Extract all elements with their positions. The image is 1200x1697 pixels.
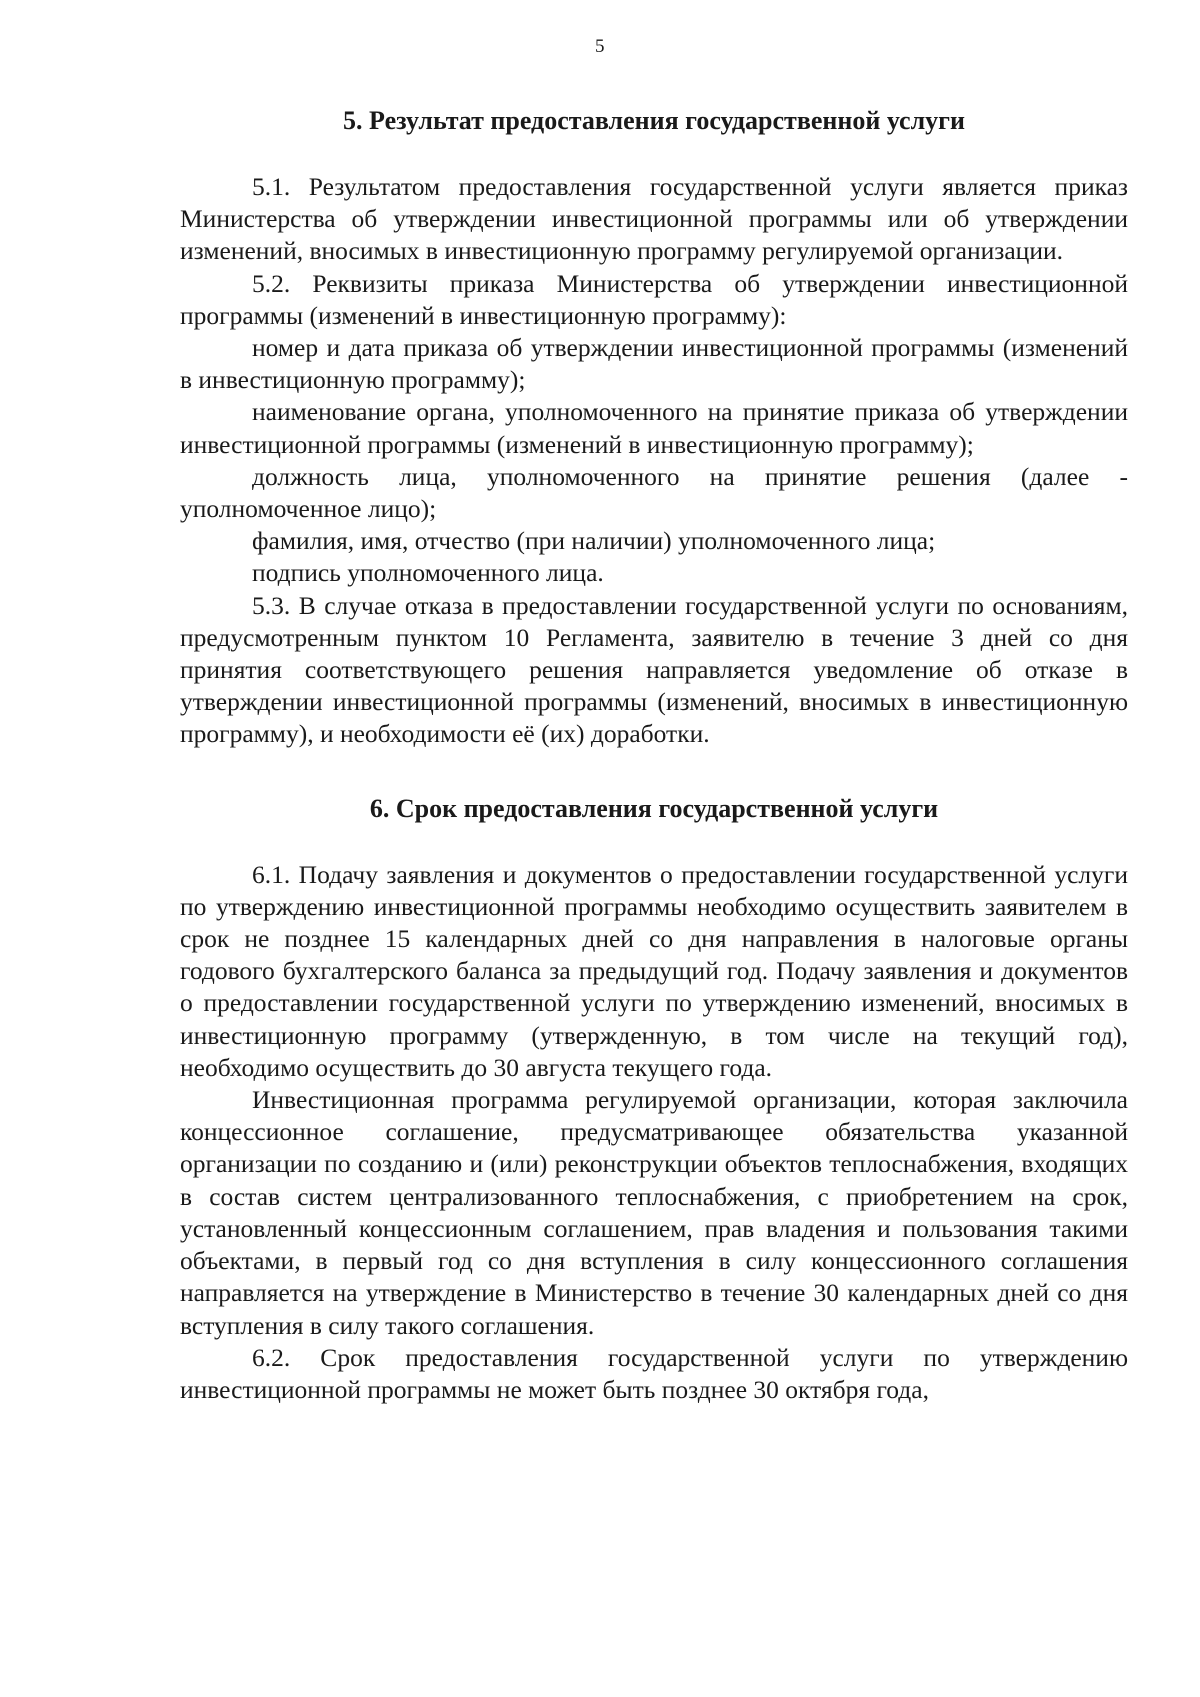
list-item-authority-name: наименование органа, уполномоченного на принятие приказа об утверждении инвестиционной программы (изменений в инвестиционную программу); bbox=[180, 397, 1128, 459]
paragraph-6-1: 6.1. Подачу заявления и документов о предоставлении государственной услуги по утверждению инвестиционной программы необходимо осуществить заявителем в срок не позднее 15 календарных дней со дня направления в налоговые органы годового бухгалтерского баланса за предыдущий год. Подачу заявления и документов о предоставлении государственной услуги по утверждению изменений, вносимых в инвестиционную программу (утвержденную, в том числе на текущий год), необходимо осуществить до 30 августа текущего года. bbox=[180, 859, 1128, 1082]
paragraph-6-2: 6.2. Срок предоставления государственной услуги по утверждению инвестиционной программы не может быть позднее 30 октября года, bbox=[180, 1342, 1128, 1404]
paragraph-5-3: 5.3. В случае отказа в предоставлении государственной услуги по основаниям, предусмотренным пунктом 10 Регламента, заявителю в течение 3 дней со дня принятия соответствующего решения направляется уведомление об отказе в утверждении инвестиционной программы (изменений, вносимых в инвестиционную программу), и необходимости её (их) доработки. bbox=[180, 590, 1128, 749]
paragraph-5-1: 5.1. Результатом предоставления государственной услуги является приказ Министерства об утверждении инвестиционной программы или об утверждении изменений, вносимых в инвестиционную программу регулируемой организации. bbox=[180, 172, 1128, 266]
paragraph-5-2: 5.2. Реквизиты приказа Министерства об утверждении инвестиционной программы (изменений в инвестиционную программу): bbox=[180, 268, 1128, 330]
list-item-official-signature: подпись уполномоченного лица. bbox=[252, 558, 604, 588]
page-number: 5 bbox=[595, 36, 605, 57]
section-6-heading: 6. Срок предоставления государственной услуги bbox=[369, 793, 939, 823]
list-item-order-number-date: номер и дата приказа об утверждении инвестиционной программы (изменений в инвестиционную программу); bbox=[180, 333, 1128, 395]
list-item-official-name: фамилия, имя, отчество (при наличии) уполномоченного лица; bbox=[252, 526, 936, 556]
section-5-heading: 5. Результат предоставления государственной услуги bbox=[343, 106, 965, 135]
document-body bbox=[180, 105, 1128, 1406]
list-item-official-position: должность лица, уполномоченного на принятие решения (далее - уполномоченное лицо); bbox=[180, 461, 1128, 524]
paragraph-concession: Инвестиционная программа регулируемой организации, которая заключила концессионное соглашение, предусматривающее обязательства указанной организации по созданию и (или) реконструкции объектов теплоснабжения, входящих в состав систем централизованного теплоснабжения, с приобретением на срок, установленный концессионным соглашением, прав владения и пользования такими объектами, в первый год со дня вступления в силу концессионного соглашения направляется на утверждение в Министерство в течение 30 календарных дней со дня вступления в силу такого соглашения. bbox=[180, 1085, 1128, 1340]
